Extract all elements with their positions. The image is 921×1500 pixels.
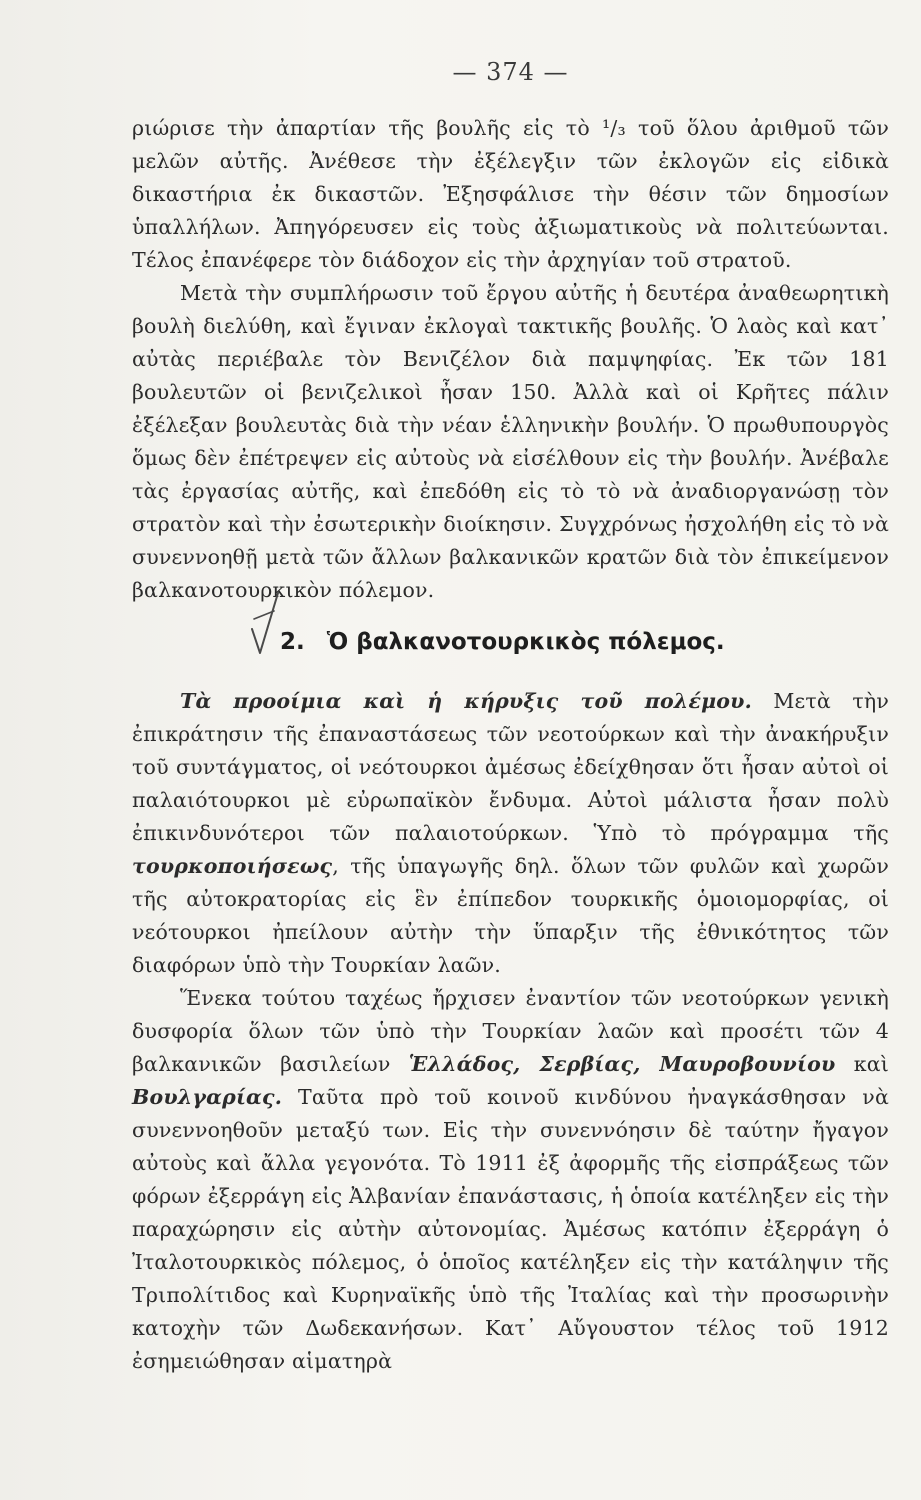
paragraph-2: Μετὰ τὴν συμπλήρωσιν τοῦ ἔργου αὐτῆς ἡ δευτέρα ἀναθεωρητικὴ βουλὴ διελύθη, καὶ ἔγιναν ἐκλογαὶ τακτικῆς βουλῆς. Ὁ λαὸς καὶ κατ᾽ αὐτὰς περιέβαλε τὸν Βενιζέλον διὰ παμψηφίας. Ἐκ τῶν 181 βουλευτῶν οἱ βενιζελικοὶ ἦσαν 150. Ἀλλὰ καὶ οἱ Κρῆτες πάλιν ἐξέλεξαν βουλευτὰς διὰ τὴν νέαν ἑλληνικὴν βουλήν. Ὁ πρωθυπουργὸς ὅμως δὲν ἐπέτρεψεν εἰς αὐτοὺς νὰ εἰσέλθουν εἰς τὴν βουλήν. Ἀνέβαλε τὰς ἐργασίας αὐτῆς, καὶ ἐπεδόθη εἰς τὸ τὸ νὰ ἀναδιοργανώσῃ τὸν στρατὸν καὶ τὴν ἐσωτερικὴν διοίκησιν. Συγχρόνως ἠσχολήθη εἰς τὸ νὰ συνεννοηθῇ μετὰ τῶν ἄλλων βαλκανικῶν κρατῶν διὰ τὸν ἐπικείμενον βαλκανοτουρκικὸν πόλεμον. (132, 281, 889, 602)
paragraph-4-text-2: καὶ (835, 1052, 889, 1076)
emphasis-balkan-states: Ἑλλάδος, Σερβίας, Μαυροβουνίου (408, 1052, 836, 1076)
check-mark-icon (250, 589, 280, 657)
subsection-title: Τὰ προοίμια καὶ ἡ κήρυξις τοῦ πολέμου. (180, 689, 752, 713)
emphasis-turkification: τουρκοποιήσεως (132, 854, 333, 878)
paragraph-1: ριώρισε τὴν ἀπαρτίαν τῆς βουλῆς εἰς τὸ ¹/₃ τοῦ ὅλου ἀριθμοῦ τῶν μελῶν αὐτῆς. Ἀνέθεσε τὴν ἐξέλεγξιν τῶν ἐκλογῶν εἰς εἰδικὰ δικαστήρια ἐκ δικαστῶν. Ἐξησφάλισε τὴν θέσιν τῶν δημοσίων ὑπαλλήλων. Ἀπηγόρευσεν εἰς τοὺς ἀξιωματικοὺς νὰ πολιτεύωνται. Τέλος ἐπανέφερε τὸν διάδοχον εἰς τὴν ἀρχηγίαν τοῦ στρατοῦ. (132, 116, 889, 272)
section-number: 2. (280, 629, 305, 655)
paragraph-3 (132, 685, 889, 982)
paragraph-4-text-3: Ταῦτα πρὸ τοῦ κοινοῦ κινδύνου ἠναγκάσθησαν νὰ συνεννοηθοῦν μεταξύ των. Εἰς τὴν συνεννόησιν δὲ ταύτην ἤγαγον αὐτοὺς καὶ ἄλλα γεγονότα. Τὸ 1911 ἐξ ἀφορμῆς τῆς εἰσπράξεως τῶν φόρων ἐξερράγη εἰς Ἀλβανίαν ἐπανάστασις, ἡ ὁποία κατέληξεν εἰς τὴν παραχώρησιν εἰς αὐτὴν αὐτονομίας. Ἀμέσως κατόπιν ἐξερράγη ὁ Ἰταλοτουρκικὸς πόλεμος, ὁ ὁποῖος κατέληξεν εἰς τὴν κατάληψιν τῆς Τριπολίτιδος καὶ Κυρηναϊκῆς ὑπὸ τῆς Ἰταλίας καὶ τὴν προσωρινὴν κατοχὴν τῶν Δωδεκανήσων. Κατ᾽ Αὔγουστον τέλος τοῦ 1912 ἐσημειώθησαν αἱματηρὰ (132, 1085, 889, 1373)
paragraph-3-text-2: , τῆς ὑπαγωγῆς δηλ. ὅλων τῶν φυλῶν καὶ χωρῶν τῆς αὐτοκρατορίας εἰς ἓν ἐπίπεδον τουρκικῆς ὁμοιομορφίας, οἱ νεότουρκοι ἠπείλουν αὐτὴν τὴν ὕπαρξιν τῆς ἐθνικότητος τῶν διαφόρων ὑπὸ τὴν Τουρκίαν λαῶν. (132, 854, 889, 977)
paragraph-4 (132, 982, 889, 1378)
section-heading (132, 629, 889, 655)
section-title: Ὁ βαλκανοτουρκικὸς πόλεμος. (326, 629, 725, 655)
page-number: — 374 — (452, 58, 569, 86)
emphasis-bulgaria: Βουλγαρίας. (132, 1085, 283, 1109)
paragraph-4-text-1: Ἕνεκα τούτου ταχέως ἤρχισεν ἐναντίον τῶν νεοτούρκων γενικὴ δυσφορία ὅλων τῶν ὑπὸ τὴν Τουρκίαν λαῶν καὶ προσέτι τῶν 4 βαλκανικῶν βασιλείων (132, 986, 889, 1076)
paragraph-3-text-1: Μετὰ τὴν ἐπικράτησιν τῆς ἐπαναστάσεως τῶν νεοτούρκων καὶ τὴν ἀνακήρυξιν τοῦ συντάγματος, οἱ νεότουρκοι ἀμέσως ἐδείχθησαν ὅτι ἦσαν αὐτοὶ οἱ παλαιότουρκοι μὲ εὐρωπαϊκὸν ἔνδυμα. Αὐτοὶ μάλιστα ἦσαν πολὺ ἐπικινδυνότεροι τῶν παλαιοτούρκων. Ὑπὸ τὸ πρόγραμμα τῆς (132, 689, 890, 845)
